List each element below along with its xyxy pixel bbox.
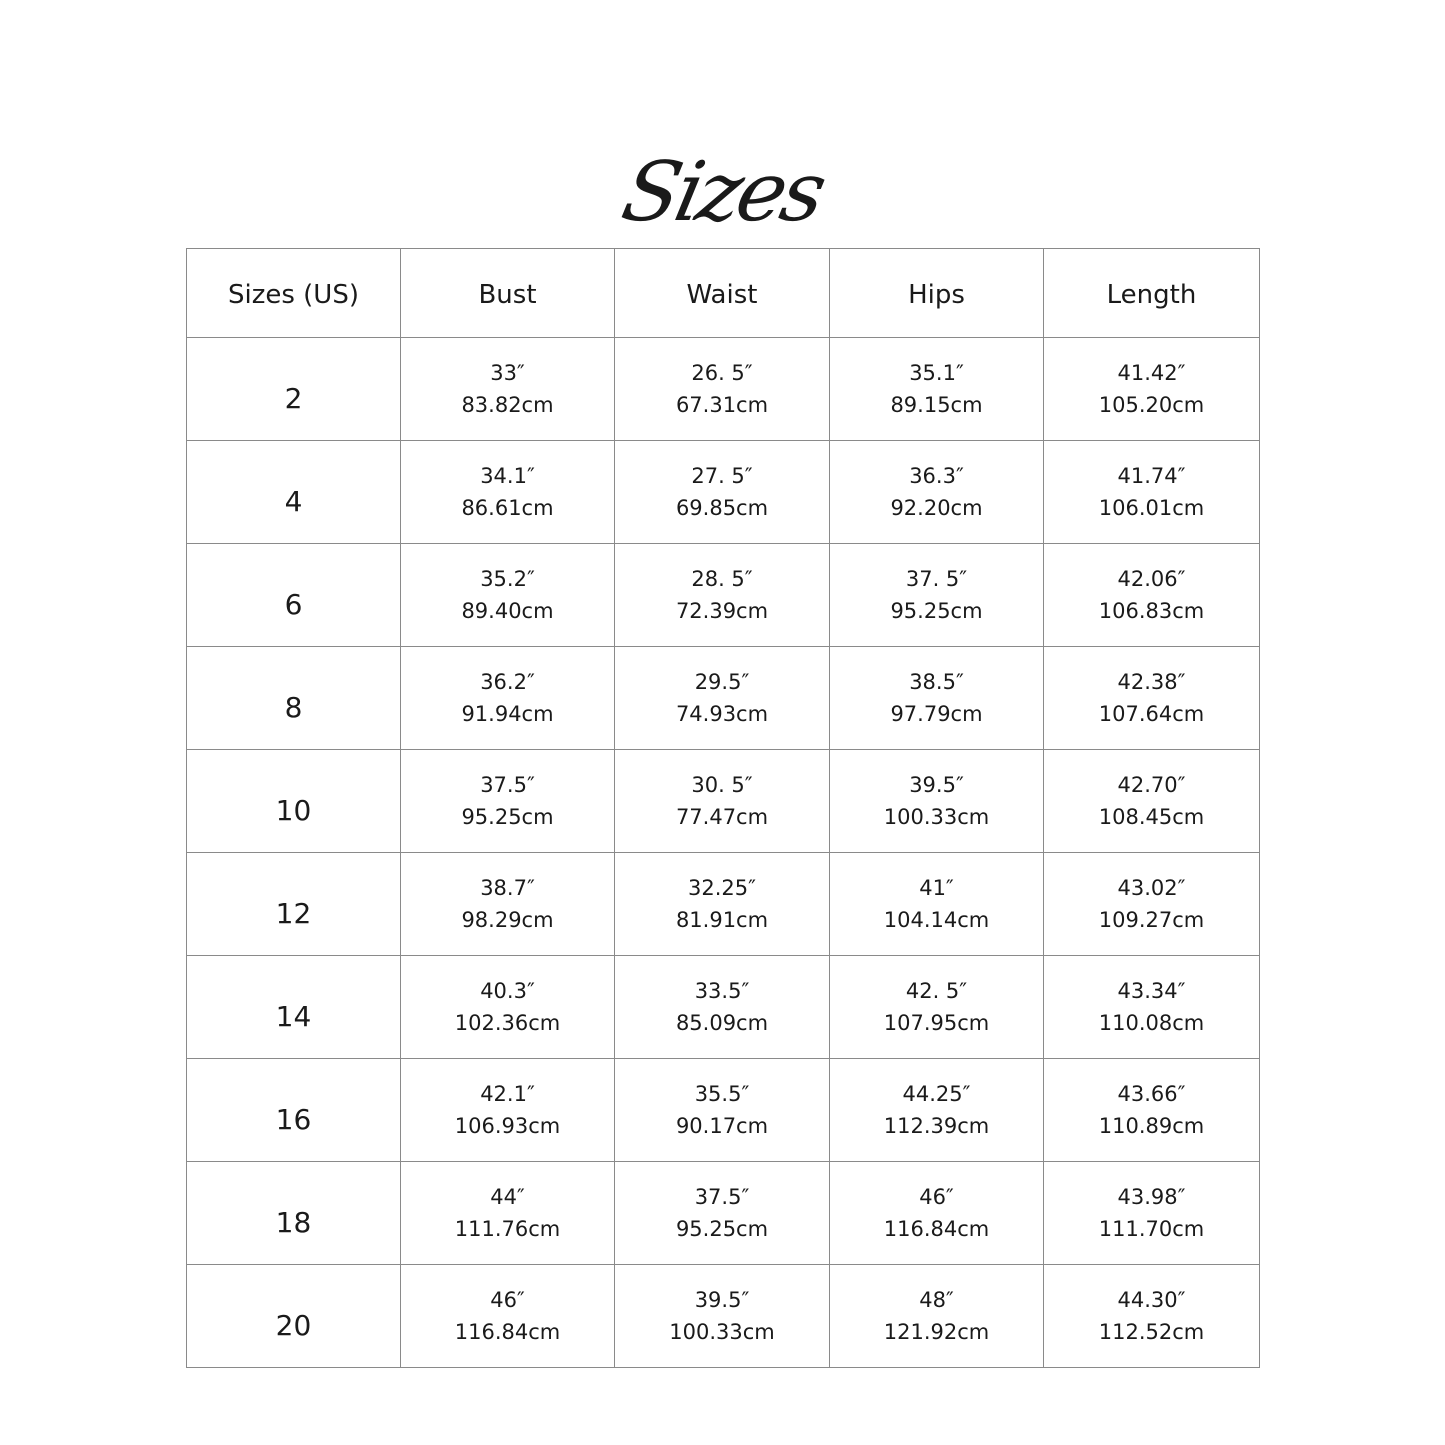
waist-inches: 35.5″ <box>694 1082 750 1106</box>
bust-inches: 42.1″ <box>480 1082 535 1106</box>
size-cell: 16 <box>187 1059 401 1162</box>
length-centimeters: 112.52cm <box>1098 1320 1205 1344</box>
column-header-bust: Bust <box>401 249 615 338</box>
waist-centimeters: 81.91cm <box>675 908 769 932</box>
length-cell <box>1044 750 1260 853</box>
waist-inches: 28. 5″ <box>691 567 753 591</box>
waist-inches: 29.5″ <box>694 670 750 694</box>
hips-inches: 35.1″ <box>909 361 964 385</box>
hips-inches: 48″ <box>919 1288 954 1312</box>
hips-centimeters: 100.33cm <box>883 805 990 829</box>
hips-inches: 41″ <box>919 876 954 900</box>
waist-cell <box>615 853 830 956</box>
length-inches: 42.06″ <box>1117 567 1186 591</box>
length-centimeters: 108.45cm <box>1098 805 1205 829</box>
length-cell <box>1044 1162 1260 1265</box>
bust-centimeters: 98.29cm <box>461 908 554 932</box>
hips-inches: 44.25″ <box>902 1082 971 1106</box>
length-centimeters: 106.01cm <box>1098 496 1205 520</box>
bust-cell <box>401 647 615 750</box>
size-cell: 8 <box>187 647 401 750</box>
hips-cell <box>830 956 1044 1059</box>
length-cell <box>1044 1265 1260 1368</box>
bust-inches: 34.1″ <box>480 464 535 488</box>
length-centimeters: 107.64cm <box>1098 702 1205 726</box>
length-cell <box>1044 1059 1260 1162</box>
size-cell: 14 <box>187 956 401 1059</box>
length-cell <box>1044 338 1260 441</box>
bust-cell <box>401 1265 615 1368</box>
column-header-waist: Waist <box>615 249 830 338</box>
bust-inches: 33″ <box>490 361 525 385</box>
length-inches: 44.30″ <box>1117 1288 1186 1312</box>
bust-centimeters: 102.36cm <box>454 1011 561 1035</box>
length-cell <box>1044 956 1260 1059</box>
waist-centimeters: 77.47cm <box>675 805 769 829</box>
bust-inches: 35.2″ <box>480 567 535 591</box>
hips-centimeters: 104.14cm <box>883 908 990 932</box>
bust-inches: 44″ <box>490 1185 525 1209</box>
length-inches: 41.74″ <box>1117 464 1186 488</box>
waist-cell <box>615 750 830 853</box>
table-row <box>187 544 1260 647</box>
waist-centimeters: 100.33cm <box>669 1320 775 1344</box>
hips-centimeters: 121.92cm <box>883 1320 990 1344</box>
waist-centimeters: 67.31cm <box>675 393 769 417</box>
hips-cell <box>830 1162 1044 1265</box>
table-row <box>187 1162 1260 1265</box>
bust-centimeters: 95.25cm <box>461 805 554 829</box>
bust-cell <box>401 1162 615 1265</box>
bust-cell <box>401 441 615 544</box>
hips-cell <box>830 853 1044 956</box>
waist-inches: 26. 5″ <box>691 361 753 385</box>
length-cell <box>1044 853 1260 956</box>
waist-inches: 39.5″ <box>694 1288 750 1312</box>
bust-cell <box>401 1059 615 1162</box>
page-title: Sizes <box>614 145 831 240</box>
length-inches: 41.42″ <box>1117 361 1186 385</box>
table-row <box>187 647 1260 750</box>
waist-inches: 37.5″ <box>694 1185 750 1209</box>
hips-cell <box>830 750 1044 853</box>
waist-inches: 30. 5″ <box>691 773 753 797</box>
waist-inches: 32.25″ <box>688 876 756 900</box>
bust-centimeters: 91.94cm <box>461 702 554 726</box>
bust-centimeters: 111.76cm <box>454 1217 561 1241</box>
bust-cell <box>401 750 615 853</box>
bust-cell <box>401 956 615 1059</box>
length-inches: 43.66″ <box>1117 1082 1186 1106</box>
length-inches: 42.70″ <box>1117 773 1186 797</box>
length-centimeters: 105.20cm <box>1098 393 1205 417</box>
hips-cell <box>830 1059 1044 1162</box>
bust-centimeters: 116.84cm <box>454 1320 561 1344</box>
waist-cell <box>615 1162 830 1265</box>
hips-cell <box>830 1265 1044 1368</box>
hips-cell <box>830 441 1044 544</box>
length-centimeters: 110.08cm <box>1098 1011 1205 1035</box>
table-row <box>187 750 1260 853</box>
length-cell <box>1044 441 1260 544</box>
table-row <box>187 956 1260 1059</box>
bust-cell <box>401 853 615 956</box>
waist-centimeters: 90.17cm <box>675 1114 769 1138</box>
waist-centimeters: 74.93cm <box>675 702 769 726</box>
hips-centimeters: 112.39cm <box>883 1114 990 1138</box>
bust-inches: 36.2″ <box>480 670 535 694</box>
hips-inches: 38.5″ <box>909 670 964 694</box>
length-inches: 43.34″ <box>1117 979 1186 1003</box>
bust-centimeters: 89.40cm <box>461 599 554 623</box>
hips-inches: 37. 5″ <box>905 567 968 591</box>
column-header-hips: Hips <box>830 249 1044 338</box>
size-cell: 20 <box>187 1265 401 1368</box>
waist-cell <box>615 441 830 544</box>
hips-cell <box>830 338 1044 441</box>
table-row <box>187 1265 1260 1368</box>
hips-centimeters: 116.84cm <box>883 1217 990 1241</box>
column-header-size: Sizes (US) <box>187 249 401 338</box>
waist-cell <box>615 1265 830 1368</box>
bust-inches: 40.3″ <box>480 979 535 1003</box>
table-row <box>187 338 1260 441</box>
hips-inches: 46″ <box>919 1185 954 1209</box>
length-cell <box>1044 544 1260 647</box>
bust-centimeters: 86.61cm <box>461 496 554 520</box>
bust-inches: 37.5″ <box>480 773 535 797</box>
hips-centimeters: 92.20cm <box>890 496 983 520</box>
size-cell: 18 <box>187 1162 401 1265</box>
length-inches: 43.98″ <box>1117 1185 1186 1209</box>
length-centimeters: 106.83cm <box>1098 599 1205 623</box>
bust-inches: 46″ <box>490 1288 525 1312</box>
waist-centimeters: 69.85cm <box>675 496 769 520</box>
waist-cell <box>615 1059 830 1162</box>
waist-cell <box>615 338 830 441</box>
waist-centimeters: 95.25cm <box>675 1217 769 1241</box>
column-header-length: Length <box>1044 249 1260 338</box>
hips-cell <box>830 647 1044 750</box>
hips-centimeters: 97.79cm <box>890 702 983 726</box>
hips-centimeters: 95.25cm <box>890 599 983 623</box>
size-cell: 10 <box>187 750 401 853</box>
size-cell: 4 <box>187 441 401 544</box>
length-inches: 43.02″ <box>1117 876 1186 900</box>
waist-cell <box>615 647 830 750</box>
waist-inches: 33.5″ <box>694 979 750 1003</box>
size-chart-table <box>186 248 1260 1368</box>
bust-cell <box>401 544 615 647</box>
size-cell: 12 <box>187 853 401 956</box>
waist-cell <box>615 956 830 1059</box>
hips-inches: 39.5″ <box>909 773 964 797</box>
hips-inches: 42. 5″ <box>905 979 968 1003</box>
bust-inches: 38.7″ <box>480 876 535 900</box>
waist-centimeters: 85.09cm <box>675 1011 769 1035</box>
table-header-row <box>187 249 1260 338</box>
table-body <box>187 338 1260 1368</box>
waist-cell <box>615 544 830 647</box>
size-cell: 2 <box>187 338 401 441</box>
length-cell <box>1044 647 1260 750</box>
hips-centimeters: 89.15cm <box>890 393 983 417</box>
table-row <box>187 1059 1260 1162</box>
table-row <box>187 441 1260 544</box>
hips-centimeters: 107.95cm <box>883 1011 990 1035</box>
bust-cell <box>401 338 615 441</box>
bust-centimeters: 106.93cm <box>454 1114 561 1138</box>
bust-centimeters: 83.82cm <box>461 393 554 417</box>
size-cell: 6 <box>187 544 401 647</box>
length-inches: 42.38″ <box>1117 670 1186 694</box>
waist-inches: 27. 5″ <box>691 464 753 488</box>
table-row <box>187 853 1260 956</box>
hips-inches: 36.3″ <box>909 464 964 488</box>
hips-cell <box>830 544 1044 647</box>
length-centimeters: 110.89cm <box>1098 1114 1205 1138</box>
length-centimeters: 111.70cm <box>1098 1217 1205 1241</box>
waist-centimeters: 72.39cm <box>675 599 769 623</box>
length-centimeters: 109.27cm <box>1098 908 1205 932</box>
